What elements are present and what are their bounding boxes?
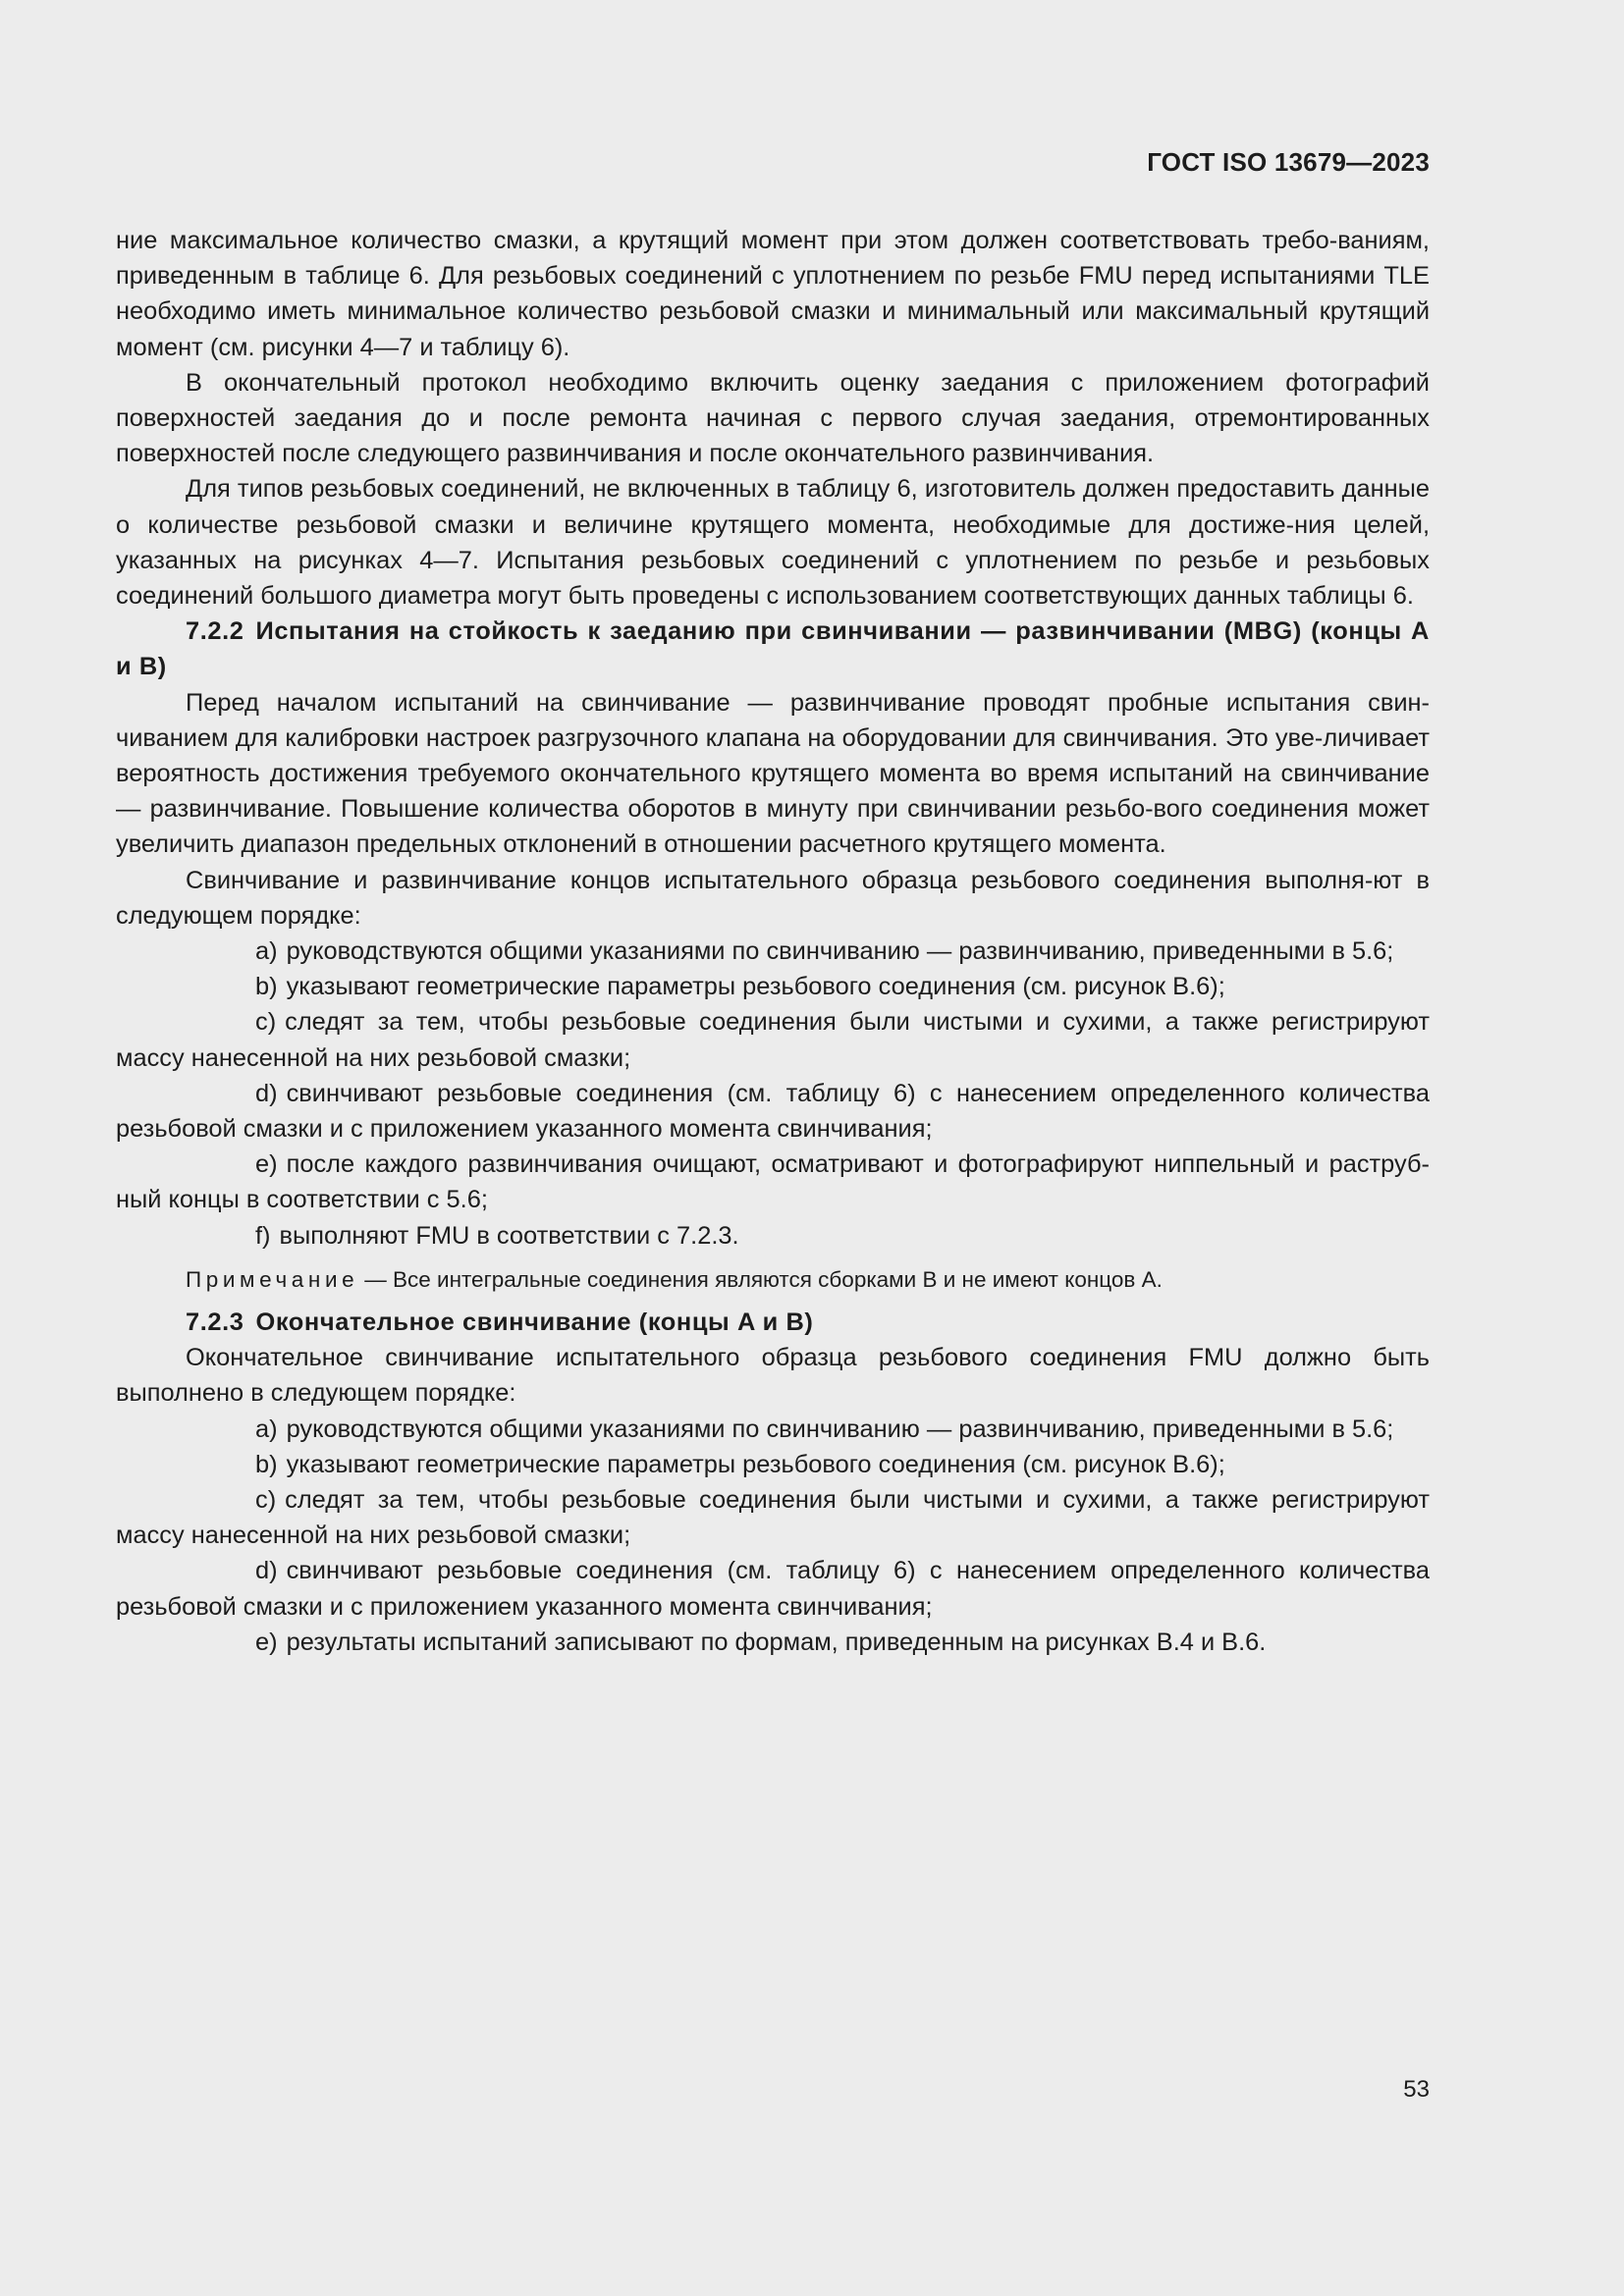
list-text: выполняют FMU в соответствии с 7.2.3. <box>279 1221 739 1250</box>
paragraph-trial-tests: Перед началом испытаний на свинчивание — развинчивание проводят пробные испытания свин-чиванием для калибровки настроек разгрузочного клапана на оборудовании для свинчивания. Это уве-личивает вероятность достижения требуемого окончательного крутящего момента во время испытаний на свинчивание — развинчивание. Повышение количества оборотов в минуту при свинчивании резьбо-вого соединения может увеличить диапазон предельных отклонений в отношении расчетного крутящего момента. <box>116 688 1430 859</box>
note-label: Примечание <box>186 1266 359 1292</box>
section-title: Окончательное свинчивание (концы A и B) <box>255 1308 814 1336</box>
section-heading-7-2-2 <box>116 614 1430 684</box>
list-text: указывают геометрические параметры резьбового соединения (см. рисунок В.6); <box>286 1450 1225 1478</box>
list-item-a <box>116 1412 1430 1447</box>
section-heading-7-2-3 <box>116 1305 1430 1340</box>
list-item-e <box>116 1625 1430 1660</box>
list-text: свинчивают резьбовые соединения (см. таблицу 6) с нанесением определенного количества резьбовой смазки и с приложением указанного момента свинчивания; <box>116 1557 1430 1621</box>
paragraph-final-makeup-intro: Окончательное свинчивание испытательного образца резьбового соединения FMU должно быть выполнено в следующем порядке: <box>116 1344 1430 1408</box>
list-marker: b) <box>255 1450 278 1478</box>
list-text: свинчивают резьбовые соединения (см. таблицу 6) с нанесением определенного количества резьбовой смазки и с приложением указанного момента свинчивания; <box>116 1079 1430 1144</box>
list-marker: d) <box>255 1557 278 1585</box>
list-item-a <box>116 934 1430 969</box>
paragraph-continuation: ние максимальное количество смазки, а крутящий момент при этом должен соответствовать требо-ваниям, приведенным в таблице 6. Для резьбовых соединений с уплотнением по резьбе FMU перед испытаниями TLE необходимо иметь минимальное количество резьбовой смазки и минимальный или максимальный крутящий момент (см. рисунки 4—7 и таблицу 6). <box>116 227 1430 361</box>
list-marker: b) <box>255 973 278 1001</box>
list-text: после каждого развинчивания очищают, осматривают и фотографируют ниппельный и раструб-ный концы в соответствии с 5.6; <box>116 1150 1430 1214</box>
paragraph-procedure-intro: Свинчивание и развинчивание концов испытательного образца резьбового соединения выполня-ют в следующем порядке: <box>116 866 1430 930</box>
list-marker: f) <box>255 1221 271 1250</box>
list-text: указывают геометрические параметры резьбового соединения (см. рисунок В.6); <box>286 973 1225 1001</box>
list-text: руководствуются общими указаниями по свинчиванию — развинчиванию, приведенными в 5.6; <box>286 937 1394 966</box>
note <box>116 1263 1430 1297</box>
list-item-d <box>116 1076 1430 1147</box>
list-marker: e) <box>255 1628 278 1656</box>
list-marker: d) <box>255 1079 278 1107</box>
paragraph-final-protocol: В окончательный протокол необходимо включить оценку заедания с приложением фотографий поверхностей заедания до и после ремонта начиная с первого случая заедания, отремонтированных поверхностей после следующего развинчивания и после окончательного развинчивания. <box>116 368 1430 468</box>
list-item-f <box>116 1218 1430 1254</box>
list-marker: c) <box>255 1008 277 1037</box>
list-text: руководствуются общими указаниями по свинчиванию — развинчиванию, приведенными в 5.6; <box>286 1415 1394 1443</box>
list-item-b <box>116 969 1430 1004</box>
page-number: 53 <box>1403 2076 1430 2103</box>
section-number: 7.2.3 <box>186 1308 244 1336</box>
document-code-header: ГОСТ ISO 13679—2023 <box>1147 147 1430 177</box>
list-item-d <box>116 1553 1430 1624</box>
section-title: Испытания на стойкость к заеданию при свинчивании — развинчивании (MBG) (концы A и B) <box>116 617 1430 681</box>
list-marker: a) <box>255 1415 278 1443</box>
list-text: следят за тем, чтобы резьбовые соединения были чистыми и сухими, а также регистрируют массу нанесенной на них резьбовой смазки; <box>116 1008 1430 1072</box>
list-text: следят за тем, чтобы резьбовые соединения были чистыми и сухими, а также регистрируют массу нанесенной на них резьбовой смазки; <box>116 1485 1430 1550</box>
list-item-b <box>116 1447 1430 1482</box>
list-item-c <box>116 1482 1430 1553</box>
list-item-c <box>116 1004 1430 1075</box>
paragraph-other-types: Для типов резьбовых соединений, не включенных в таблицу 6, изготовитель должен предоставить данные о количестве резьбовой смазки и величине крутящего момента, необходимые для достиже-ния целей, указанных на рисунках 4—7. Испытания резьбовых соединений с уплотнением по резьбе и резьбовых соединений большого диаметра могут быть проведены с использованием соответствующих данных таблицы 6. <box>116 475 1430 611</box>
list-marker: c) <box>255 1485 277 1514</box>
document-body <box>116 223 1430 1660</box>
list-item-e <box>116 1147 1430 1217</box>
note-text: — Все интегральные соединения являются сборками B и не имеют концов A. <box>364 1266 1163 1292</box>
list-marker: a) <box>255 937 278 966</box>
section-number: 7.2.2 <box>186 617 244 646</box>
list-text: результаты испытаний записывают по формам, приведенным на рисунках В.4 и В.6. <box>286 1628 1267 1656</box>
list-marker: e) <box>255 1150 278 1179</box>
